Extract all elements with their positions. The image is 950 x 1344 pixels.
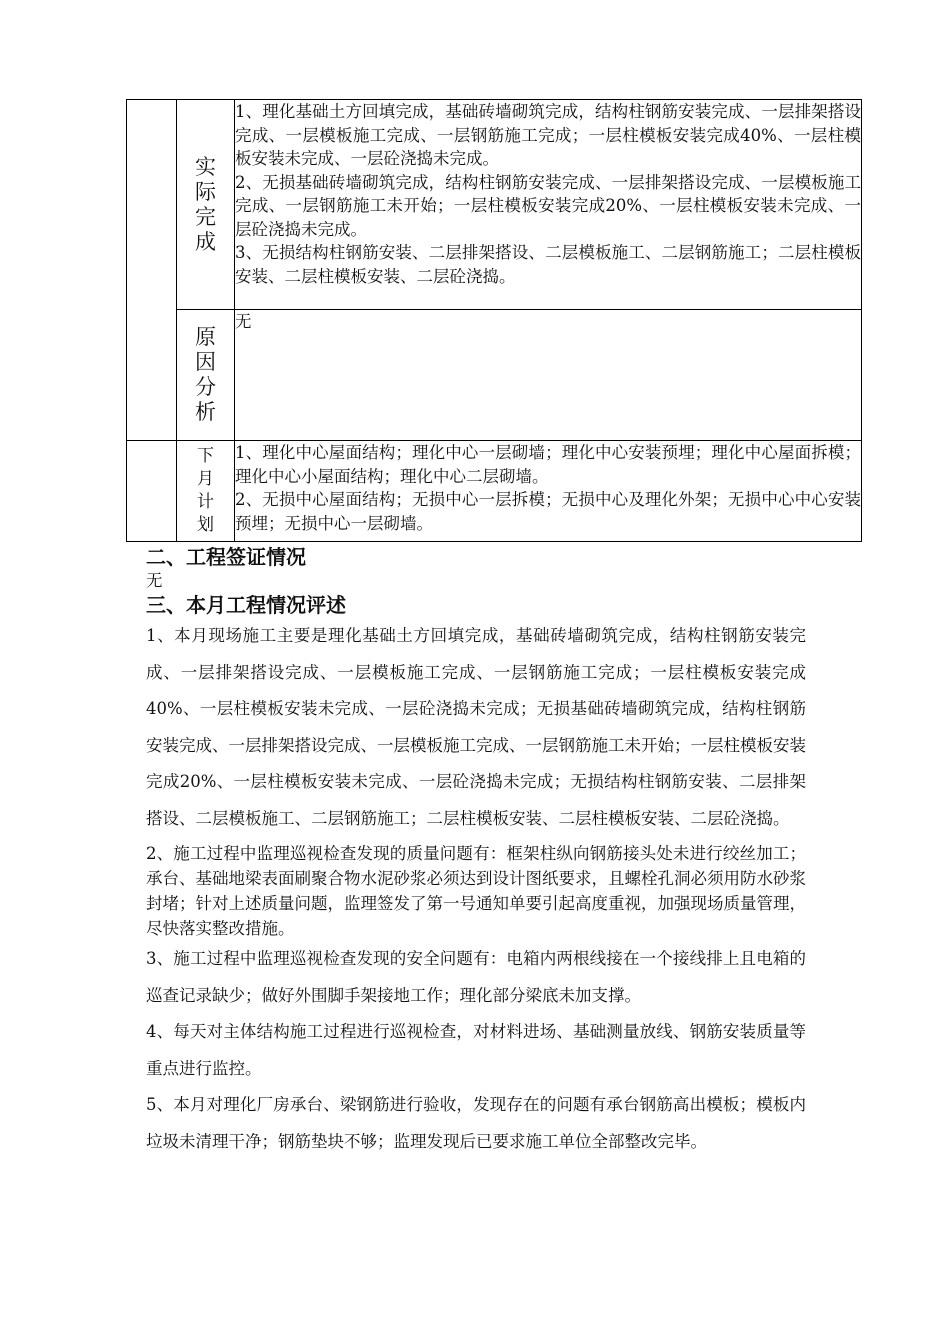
review-paragraph: 2、施工过程中监理巡视检查发现的质量问题有：框架柱纵向钢筋接头处未进行绞丝加工；承台、基础地梁表面刷聚合物水泥砂浆必须达到设计图纸要求，且螺栓孔洞必须用防水砂浆封堵；针对上述质量问题，监理签发了第一号通知单要引起高度重视，加强现场质量管理，尽快落实整改措施。 — [146, 844, 806, 938]
review-paragraph: 5、本月对理化厂房承台、梁钢筋进行验收，发现存在的问题有承台钢筋高出模板；模板内垃圾未清理干净；钢筋垫块不够；监理发现后已要求施工单位全部整改完毕。 — [146, 1095, 806, 1151]
actual-label: 实际完成 — [195, 154, 216, 254]
reason-label-cell — [177, 310, 235, 441]
section3-body — [146, 618, 806, 1160]
reason-label: 原因分析 — [195, 325, 216, 424]
actual-item: 3、无损结构柱钢筋安装、二层排架搭设、二层模板施工、二层钢筋施工；二层柱模板安装、二层柱模板安装、二层砼浇捣。 — [235, 243, 861, 286]
empty-cell — [127, 100, 177, 441]
empty-cell — [127, 441, 177, 542]
actual-content — [235, 100, 862, 310]
actual-label-cell — [177, 100, 235, 310]
section3-title: 三、本月工程情况评述 — [146, 593, 346, 617]
actual-item: 1、理化基础土方回填完成，基础砖墙砌筑完成，结构柱钢筋安装完成、一层排架搭设完成、一层模板施工完成、一层钢筋施工完成；一层柱模板安装完成40%、一层柱模板安装未完成、一层砼浇捣未完成。 — [235, 102, 861, 168]
next-label-cell — [177, 441, 235, 542]
section2-title: 二、工程签证情况 — [146, 545, 306, 569]
next-content — [235, 441, 862, 542]
next-item: 2、无损中心屋面结构；无损中心一层拆模；无损中心及理化外架；无损中心中心安装预埋；无损中心一层砌墙。 — [235, 490, 861, 533]
section2-text: 无 — [146, 571, 163, 590]
table-row — [127, 100, 862, 310]
next-label: 下月计划 — [197, 446, 214, 535]
review-paragraph: 4、每天对主体结构施工过程进行巡视检查，对材料进场、基础测量放线、钢筋安装质量等重点进行监控。 — [146, 1022, 806, 1078]
table-row — [127, 441, 862, 542]
next-item: 1、理化中心屋面结构；理化中心一层砌墙；理化中心安装预埋；理化中心屋面拆模；理化中心小屋面结构；理化中心二层砌墙。 — [235, 443, 861, 486]
actual-item: 2、无损基础砖墙砌筑完成，结构柱钢筋安装完成、一层排架搭设完成、一层模板施工完成、一层钢筋施工未开始；一层柱模板安装完成20%、一层柱模板安装未完成、一层砼浇捣未完成。 — [235, 172, 861, 239]
review-paragraph: 3、施工过程中监理巡视检查发现的安全问题有：电箱内两根线接在一个接线排上且电箱的巡查记录缺少；做好外围脚手架接地工作；理化部分梁底未加支撑。 — [146, 949, 806, 1005]
review-paragraph: 1、本月现场施工主要是理化基础土方回填完成，基础砖墙砌筑完成，结构柱钢筋安装完成、一层排架搭设完成、一层模板施工完成、一层钢筋施工完成；一层柱模板安装完成40%、一层柱模板安装未完成、一层砼浇捣未完成；无损基础砖墙砌筑完成，结构柱钢筋安装完成、一层排架搭设完成、一层模板施工完成、一层钢筋施工未开始；一层柱模板安装完成20%、一层柱模板安装未完成、一层砼浇捣未完成；无损结构柱钢筋安装、二层排架搭设、二层模板施工、二层钢筋施工；二层柱模板安装、二层柱模板安装、二层砼浇捣。 — [146, 626, 806, 828]
reason-content — [235, 310, 862, 441]
progress-table — [126, 99, 862, 542]
reason-text: 无 — [235, 312, 252, 331]
table-row — [127, 310, 862, 441]
